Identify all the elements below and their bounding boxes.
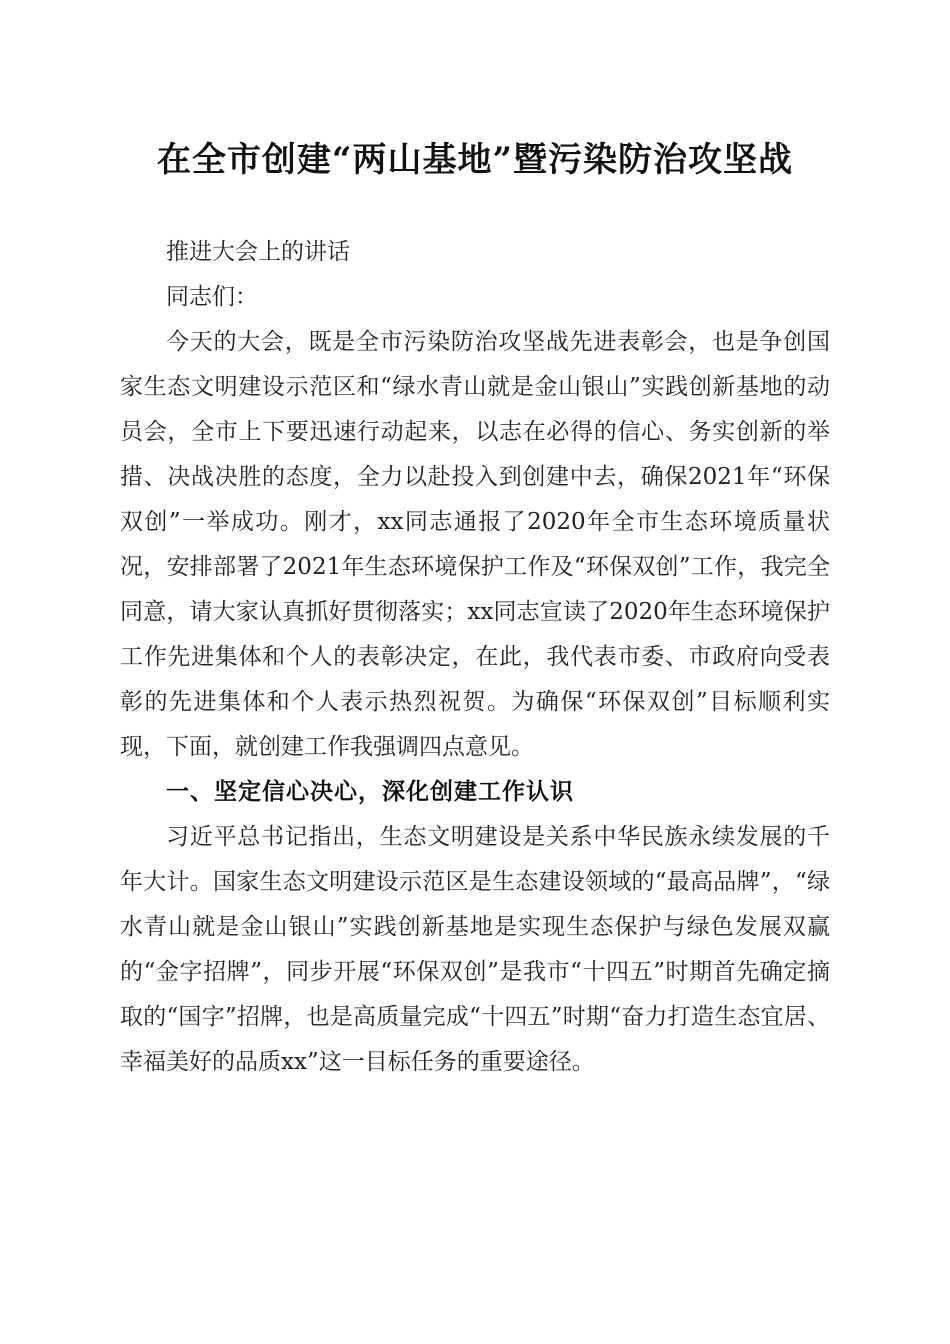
- document-title: 在全市创建“两山基地”暨污染防治攻坚战: [156, 140, 794, 180]
- subtitle-line: 推进大会上的讲话: [166, 239, 350, 265]
- paragraph: 今天的大会，既是全市污染防治攻坚战先进表彰会，也是争创国家生态文明建设示范区和“绿水青山就是金山银山”实践创新基地的动员会，全市上下要迅速行动起来，以志在必得的信心、务实创新的举措、决战决胜的态度，全力以赴投入到创建中去，确保2021年“环保双创”一举成功。刚才，xx同志通报了2020年全市生态环境质量状况，安排部署了2021年生态环境保护工作及“环保双创”工作，我完全同意，请大家认真抓好贯彻落实；xx同志宣读了2020年生态环境保护工作先进集体和个人的表彰决定，在此，我代表市委、市政府向受表彰的先进集体和个人表示热烈祝贺。为确保“环保双创”目标顺利实现，下面，就创建工作我强调四点意见。: [120, 329, 830, 760]
- section-heading: 一、坚定信心决心，深化创建工作认识: [166, 779, 574, 805]
- salutation: 同志们：: [166, 284, 258, 310]
- document-body: [120, 230, 830, 1085]
- paragraph: 习近平总书记指出，生态文明建设是关系中华民族永续发展的千年大计。国家生态文明建设示范区是生态建设领域的“最高品牌”，“绿水青山就是金山银山”实践创新基地是实现生态保护与绿色发展双赢的“金字招牌”，同步开展“环保双创”是我市“十四五”时期首先确定摘取的“国字”招牌，也是高质量完成“十四五”时期“奋力打造生态宜居、幸福美好的品质xx”这一目标任务的重要途径。: [120, 824, 830, 1075]
